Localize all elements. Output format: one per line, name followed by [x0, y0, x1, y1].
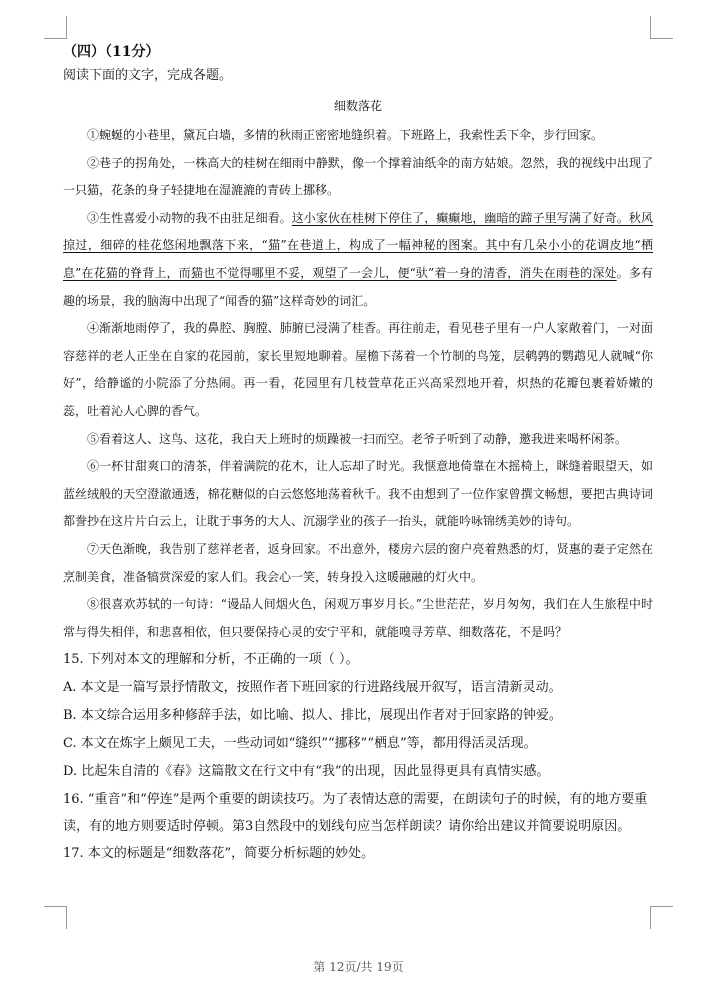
- paragraph-3-tail: 。多有趣的场景，我的脑海中出现了“闻香的猫”这样奇妙的词汇。: [63, 265, 653, 308]
- option-d: D. 比起朱自清的《春》这篇散文在行文中有“我”的出现，因此显得更具有真情实感。: [63, 764, 550, 780]
- underlined-sentence: 这小家伙在桂树下停住了，癫癫地，幽暗的蹄子里写满了好奇。秋风掠过，细碎的桂花悠闲地飘落下来，“猫”在巷道上，构成了一幅神秘的图案。其中有几朵小小的花调皮地“栖息”在花猫的脊背上，而猫也不觉得哪里不妥，观望了一会儿，便“驮”着一身的清香，消失在雨巷的深处: [63, 210, 653, 280]
- crop-mark-bottom-right: [650, 906, 673, 929]
- instruction: 阅读下面的文字，完成各题。: [63, 68, 233, 83]
- option-a: A. 本文是一篇写景抒情散文，按照作者下班回家的行进路线展开叙写，语言清新灵动。: [63, 680, 562, 696]
- crop-mark-top-left: [44, 16, 67, 39]
- article-title: 细数落花: [333, 99, 382, 113]
- question-17: 17. 本文的标题是“细数落花”，简要分析标题的妙处。: [63, 846, 375, 862]
- paragraph-8: ⑧很喜欢苏轼的一句诗：“谩品人间烟火色，闲观万事岁月长。”尘世茫茫，岁月匆匆，我们在人生旅程中时常与得失相伴，和悲喜相依，但只要保持心灵的安宁平和，就能嗅寻芳草、细数落花，不是吗？: [63, 597, 653, 639]
- paragraph-3-lead: ③生性喜爱小动物的我不由驻足细看。: [87, 210, 292, 225]
- paragraph-2: ②巷子的拐角处，一株高大的桂树在细雨中静默，像一个撑着油纸伞的南方姑娘。忽然，我的视线中出现了一只猫，花条的身子轻捷地在湿漉漉的青砖上挪移。: [63, 155, 653, 198]
- question-15: 15. 下列对本文的理解和分析，不正确的一项（ ）。: [63, 652, 359, 668]
- option-b: B. 本文综合运用多种修辞手法，如比喻、拟人、排比，展现出作者对于回家路的钟爱。: [63, 708, 562, 724]
- paragraph-6: ⑥一杯甘甜爽口的清茶，伴着满院的花木，让人忘却了时光。我惬意地倚靠在木摇椅上，眯缝着眼望天，如蓝丝绒般的天空澄澈通透，棉花糖似的白云悠悠地荡着秋千。我不由想到了一位作家曾撰文畅想，要把古典诗词都誊抄在这片片白云上，让耽于事务的大人、沉溺学业的孩子一抬头，就能吟咏锦绣美妙的诗句。: [63, 459, 653, 529]
- paragraph-3: [63, 205, 653, 315]
- option-c: C. 本文在炼字上颇见工夫，一些动词如“缝织”“挪移”“栖息”等，都用得活灵活现。: [63, 736, 537, 752]
- crop-mark-bottom-left: [44, 906, 67, 929]
- section-title: （四）（11分）: [63, 44, 160, 60]
- paragraph-7: ⑦天色渐晚，我告别了慈祥老者，返身回家。不出意外，楼房六层的窗户亮着熟悉的灯，贤惠的妻子定然在烹制美食，准备犒赏深爱的家人们。我会心一笑，转身投入这暖融融的灯火中。: [63, 541, 653, 584]
- crop-mark-top-right: [650, 16, 673, 39]
- paragraph-4: ④渐渐地雨停了，我的鼻腔、胸膛、肺腑已浸满了桂香。再往前走，看见巷子里有一户人家敞着门，一对面容慈祥的老人正坐在自家的花园前，家长里短地聊着。屋檐下荡着一个竹制的鸟笼，层鹌鹑的鹦鹉见人就喊“你好”，给静谧的小院添了分热闹。再一看，花园里有几枝萱草花正兴高采烈地开着，炽热的花瓣包裹着娇嫩的蕊，吐着沁人心脾的香气。: [63, 321, 653, 418]
- paragraph-1: ①蜿蜒的小巷里，黛瓦白墙，多情的秋雨正密密地缝织着。下班路上，我索性丢下伞，步行回家。: [87, 128, 604, 142]
- page-number: 第 12页/共 19页: [313, 960, 404, 974]
- paragraph-5: ⑤看着这人、这鸟、这花，我白天上班时的烦躁被一扫而空。老爷子听到了动静，邀我进来喝杯闲茶。: [87, 431, 628, 446]
- page-content: [63, 40, 653, 868]
- question-16: 16. “重音”和“停连”是两个重要的朗读技巧。为了表情达意的需要，在朗读句子的时候，有的地方要重读，有的地方则要适时停顿。第3自然段中的划线句应当怎样朗读？请你给出建议并简要说明原因。: [63, 792, 648, 835]
